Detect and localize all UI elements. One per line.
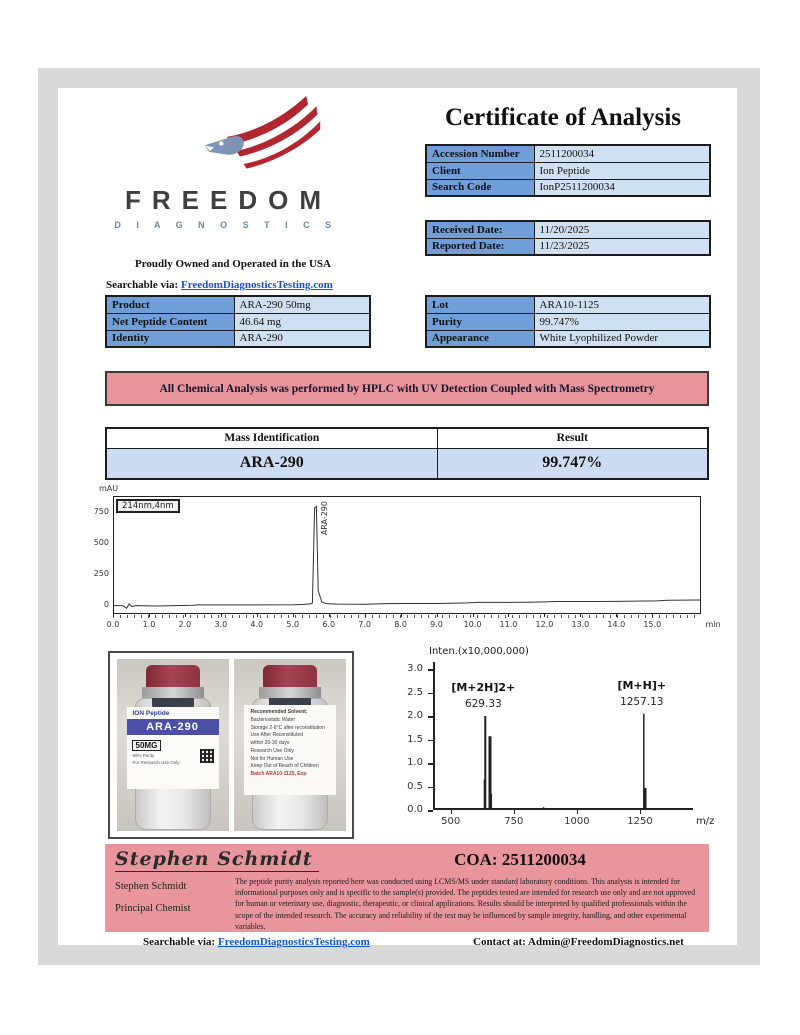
cell-value: 11/23/2025 bbox=[534, 238, 710, 255]
header-searchable-line bbox=[106, 279, 333, 291]
cell-label: Reported Date: bbox=[426, 238, 534, 255]
table-row bbox=[106, 296, 370, 313]
product-table bbox=[105, 295, 371, 348]
signature-band bbox=[105, 844, 709, 932]
chromatogram-plot-area bbox=[113, 496, 701, 614]
label-line: within 20-30 days bbox=[250, 740, 290, 746]
mass-id-value: ARA-290 bbox=[106, 448, 437, 479]
accession-info-table bbox=[425, 144, 711, 197]
cell-label: Client bbox=[426, 162, 534, 179]
footer-contact-label: Contact at: bbox=[473, 936, 526, 948]
peak-label: ARA-290 bbox=[320, 501, 330, 536]
vial-back-label bbox=[244, 705, 336, 795]
axis-tick-label: 7.0 bbox=[358, 620, 372, 629]
vial-brand: ION Peptide bbox=[132, 710, 170, 717]
cell-label: Identity bbox=[106, 330, 234, 347]
cell-label: Lot bbox=[426, 296, 534, 313]
label-line: Use After Reconstituted bbox=[250, 732, 304, 739]
cell-label: Net Peptide Content bbox=[106, 313, 234, 330]
vial-collar bbox=[142, 687, 204, 698]
result-header: Result bbox=[437, 428, 708, 448]
axis-tick-label: 250 bbox=[93, 568, 109, 578]
brand-subtitle: D I A G N O S T I C S bbox=[114, 220, 338, 230]
table-row bbox=[426, 296, 710, 313]
axis-tick-label: 13.0 bbox=[571, 620, 590, 629]
intensity-axis-title: Inten.(x10,000,000) bbox=[429, 646, 529, 657]
table-row bbox=[426, 313, 710, 330]
eagle-flag-logo-icon bbox=[178, 94, 328, 178]
axis-tick-label: 8.0 bbox=[394, 620, 407, 629]
cell-value: 99.747% bbox=[534, 313, 710, 330]
footer-contact bbox=[473, 936, 684, 948]
axis-tick-label: 0.5 bbox=[407, 780, 423, 792]
ion-species-label: [M+H]+ bbox=[617, 679, 667, 693]
dates-table bbox=[425, 220, 711, 256]
table-row bbox=[426, 179, 710, 196]
table-row bbox=[106, 313, 370, 330]
axis-tick-label: 9.0 bbox=[430, 620, 443, 629]
label-line: Batch ARA10-1125, Exp bbox=[250, 771, 307, 777]
axis-tick-label: 0.0 bbox=[407, 804, 423, 815]
axis-tick-label: 6.0 bbox=[322, 620, 336, 629]
coa-number: COA: 2511200034 bbox=[454, 850, 586, 869]
footer-searchable-label: Searchable via: bbox=[143, 936, 216, 948]
cell-value: White Lyophilized Powder bbox=[534, 330, 710, 347]
axis-tick-label: 12.0 bbox=[535, 620, 554, 629]
cell-value: 46.64 mg bbox=[234, 313, 370, 330]
cell-label: Appearance bbox=[426, 330, 534, 347]
label-line: Recommended Solvent: bbox=[250, 709, 308, 715]
signature-script: Stephen Schmidt bbox=[115, 848, 319, 872]
cell-value: 2511200034 bbox=[534, 145, 710, 162]
footer-contact-email: Admin@FreedomDiagnostics.net bbox=[528, 936, 684, 948]
label-line: Keep Out of Reach of Children bbox=[250, 763, 319, 770]
cell-value: ARA-290 50mg bbox=[234, 296, 370, 313]
axis-tick-label: 500 bbox=[441, 816, 461, 827]
hplc-chromatogram bbox=[93, 484, 721, 644]
vial-cap bbox=[146, 665, 200, 688]
vial-front-photo bbox=[117, 659, 229, 831]
cell-label: Purity bbox=[426, 313, 534, 330]
disclaimer-text: The peptide purity analysis reported here was conducted using LCMS/MS under standard laboratory conditions. This analysis is intended for informational purposes only and is specific to the sample(s) provided. The peptides tested are intended for research use only and are not approved for human or veterinary use, diagnostic, therapeutic, or clinical applications. Results should be interpreted by qualified professionals within the scope of the intended research. The accuracy and reliability of the test may be influenced by sample integrity, handling, and other experimental variables. bbox=[235, 877, 696, 931]
ion-mz-value: 1257.13 bbox=[620, 696, 664, 709]
mass-id-header: Mass Identification bbox=[106, 428, 437, 448]
product-vial-photos bbox=[108, 651, 354, 839]
cell-label: Search Code bbox=[426, 179, 534, 196]
chromatogram-y-axis-label: mAU bbox=[99, 484, 119, 493]
axis-tick-label: 11.0 bbox=[499, 620, 518, 629]
vial-back-photo bbox=[234, 659, 346, 831]
cell-value: Ion Peptide bbox=[534, 162, 710, 179]
table-row bbox=[426, 330, 710, 347]
axis-tick-label: 4.0 bbox=[250, 620, 264, 629]
table-row bbox=[426, 145, 710, 162]
vial-collar bbox=[259, 687, 321, 698]
x-axis-minor-ticks bbox=[113, 615, 701, 618]
vial-back bbox=[243, 665, 337, 831]
table-row bbox=[426, 162, 710, 179]
table-row bbox=[426, 221, 710, 238]
analysis-method-banner: All Chemical Analysis was performed by HPLC with UV Detection Coupled with Mass Spectrometry bbox=[105, 371, 709, 406]
mass-identification-table bbox=[105, 427, 709, 480]
page-title: Certificate of Analysis bbox=[444, 104, 682, 131]
company-logo bbox=[98, 94, 348, 230]
axis-tick-label: 5.0 bbox=[286, 620, 300, 629]
label-line: Storage 2-8°C after reconstitution bbox=[250, 724, 325, 731]
cell-value: 11/20/2025 bbox=[534, 221, 710, 238]
footer-searchable-link[interactable]: FreedomDiagnosticsTesting.com bbox=[217, 936, 370, 948]
axis-tick-label: min bbox=[705, 620, 721, 629]
table-row bbox=[426, 238, 710, 255]
table-header-row bbox=[106, 428, 708, 448]
axis-tick-label: 1250 bbox=[627, 816, 653, 827]
qr-code bbox=[200, 749, 214, 763]
axis-tick-label: 0 bbox=[103, 599, 109, 609]
result-value: 99.747% bbox=[437, 448, 708, 479]
header-searchable-link[interactable]: FreedomDiagnosticsTesting.com bbox=[180, 279, 333, 291]
label-line: Research Use Only bbox=[250, 747, 294, 754]
chromatogram-trace bbox=[114, 497, 700, 613]
vial-front bbox=[126, 665, 220, 831]
ion-mz-value: 629.33 bbox=[464, 698, 502, 711]
signer-role: Principal Chemist bbox=[115, 903, 191, 914]
axis-tick-label: 3.0 bbox=[407, 663, 423, 675]
axis-tick-label: 1.0 bbox=[407, 757, 423, 769]
axis-tick-label: 3.0 bbox=[214, 620, 228, 629]
label-line: Bacteriostatic Water bbox=[250, 716, 296, 723]
axis-tick-label: 500 bbox=[93, 537, 109, 547]
axis-tick-label: 1.5 bbox=[407, 733, 423, 745]
cell-label: Received Date: bbox=[426, 221, 534, 238]
cell-value: IonP2511200034 bbox=[534, 179, 710, 196]
detector-wavelength-legend: 214nm,4nm bbox=[116, 499, 180, 513]
axis-tick-label: 10.0 bbox=[463, 620, 482, 629]
axis-tick-label: 1.0 bbox=[142, 620, 156, 629]
brand-name: FREEDOM bbox=[125, 185, 332, 215]
axis-tick-label: 2.0 bbox=[407, 710, 423, 722]
usa-tagline: Proudly Owned and Operated in the USA bbox=[135, 258, 331, 270]
mass-spectrum bbox=[393, 644, 715, 844]
mz-axis-label: m/z bbox=[696, 816, 715, 827]
searchable-label: Searchable via: bbox=[106, 279, 179, 291]
axis-tick-label: 15.0 bbox=[643, 620, 662, 629]
axis-tick-label: 750 bbox=[93, 507, 109, 517]
cell-label: Accession Number bbox=[426, 145, 534, 162]
vial-mg-badge: 50MG bbox=[132, 740, 162, 751]
vial-front-label bbox=[127, 707, 219, 789]
vial-cap bbox=[263, 665, 317, 688]
label-line: Not for Human Use bbox=[250, 755, 294, 762]
table-row bbox=[106, 448, 708, 479]
vial-research-line: For Research Use Only bbox=[132, 759, 180, 765]
axis-tick-label: 0.0 bbox=[106, 620, 120, 629]
axis-tick-label: 2.0 bbox=[178, 620, 192, 629]
cell-value: ARA-290 bbox=[234, 330, 370, 347]
vial-purity-line: 99% Purity bbox=[132, 753, 155, 758]
lot-table bbox=[425, 295, 711, 348]
footer-searchable bbox=[143, 936, 370, 948]
vial-product-name: ARA-290 bbox=[127, 719, 219, 735]
table-row bbox=[106, 330, 370, 347]
certificate-page bbox=[58, 88, 737, 948]
axis-tick-label: 2.5 bbox=[407, 686, 423, 698]
signer-name: Stephen Schmidt bbox=[115, 881, 187, 892]
axis-tick-label: 1000 bbox=[564, 816, 590, 827]
ion-species-label: [M+2H]2+ bbox=[451, 681, 516, 695]
axis-tick-label: 14.0 bbox=[607, 620, 626, 629]
axis-tick-label: 750 bbox=[504, 816, 524, 827]
cell-value: ARA10-1125 bbox=[534, 296, 710, 313]
cell-label: Product bbox=[106, 296, 234, 313]
